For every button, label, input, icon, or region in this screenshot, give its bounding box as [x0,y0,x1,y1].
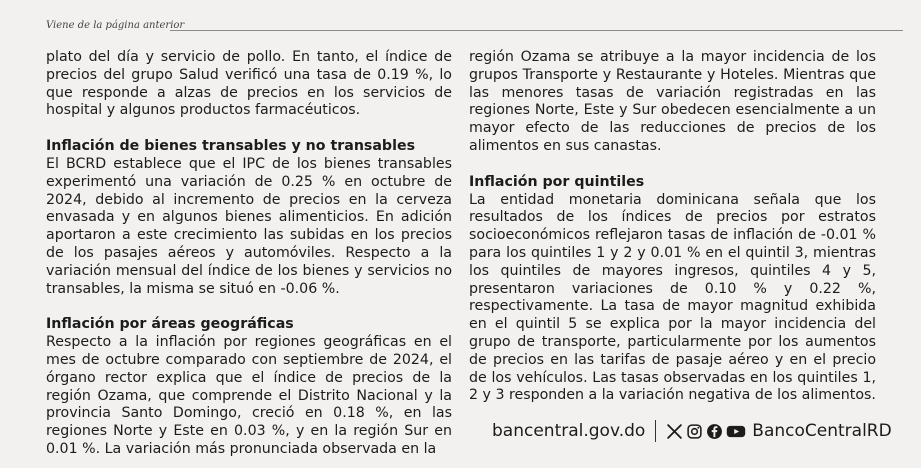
section-body-areas: Respecto a la inflación por regiones geográficas en el mes de octubre comparado con septiembre de 2024, el órgano rector explica que el índice de precios de la región Ozama, que comprende el Distrito Nacional y la provincia Santo Domingo, creció en 0.18 %, en las regiones Norte y Este en 0.03 %, y en la región Sur en 0.01 %. La variación más pronunciada observada en la [46,334,452,457]
section-heading-quintiles: Inflación por quintiles [469,173,645,190]
youtube-icon[interactable] [726,423,746,440]
x-icon[interactable] [666,423,683,440]
social-icons [666,423,746,440]
website-link[interactable]: bancentral.gov.do [492,421,646,441]
header-divider [170,30,903,31]
footer-separator [655,420,656,442]
facebook-icon[interactable] [706,423,723,440]
left-column [46,49,452,459]
continuation-note: Viene de la página anterior [46,20,185,31]
social-handle[interactable]: BancoCentralRD [752,421,892,441]
footer [492,420,892,442]
left-intro-paragraph: plato del día y servicio de pollo. En tanto, el índice de precios del grupo Salud verificó una tasa de 0.19 %, lo que responde a alzas de precios en los servicios de hospital y algunos productos farmacéuticos. [46,49,452,119]
section-heading-areas: Inflación por áreas geográficas [46,316,294,333]
section-body-quintiles: La entidad monetaria dominicana señala que los resultados de los índices de precios por estratos socioeconómicos reflejaron tasas de inflación de -0.01 % para los quintiles 1 y 2 y 0.01 % en el quintil 3, mientras los quintiles de mayores ingresos, quintiles 4 y 5, presentaron variaciones de 0.10 % y 0.22 %, respectivamente. La tasa de mayor magnitud exhibida en el quintil 5 se explica por la mayor incidencia del grupo de transporte, particularmente por los aumentos de precios en las tarifas de pasaje aéreo y en el precio de los vehículos. Las tasas observadas en los quintiles 1, 2 y 3 responden a la variación negativa de los alimentos. [469,191,876,404]
right-intro-paragraph: región Ozama se atribuye a la mayor incidencia de los grupos Transporte y Restaurante y Hoteles. Mientras que las menores tasas de variación registradas en las regiones Norte, Este y Sur obedecen esencialmente a un mayor efecto de las reducciones de precios de los alimentos en sus canastas. [469,49,876,154]
instagram-icon[interactable] [686,423,703,440]
right-column [469,49,876,405]
section-body-transables: El BCRD establece que el IPC de los bienes transables experimentó una variación de 0.25 % en octubre de 2024, debido al incremento de precios en la cerveza envasada y en algunos bienes alimenticios. En adición aportaron a este crecimiento las subidas en los precios de los pasajes aéreos y automóviles. Respecto a la variación mensual del índice de los bienes y servicios no transables, la misma se situó en -0.06 %. [46,155,452,297]
section-heading-transables: Inflación de bienes transables y no transables [46,138,416,155]
